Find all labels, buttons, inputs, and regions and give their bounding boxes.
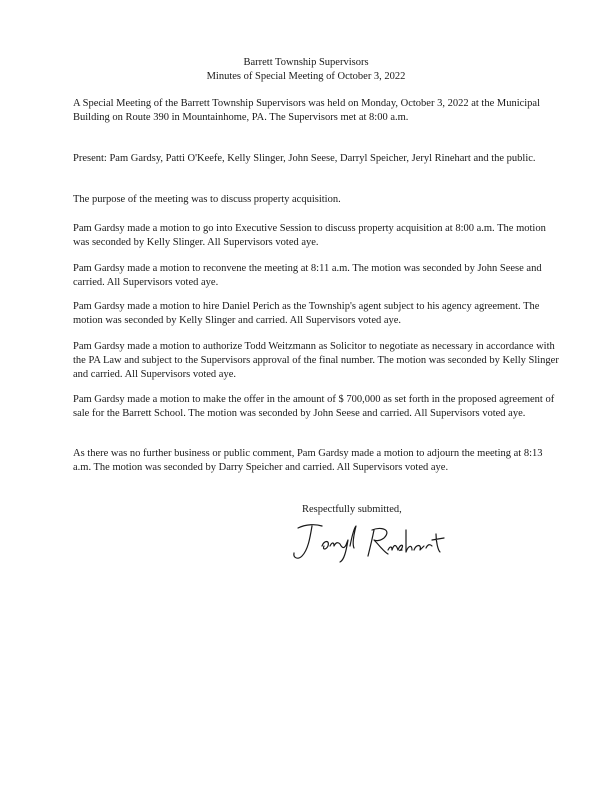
adjourn-motion: As there was no further business or public comment, Pam Gardsy made a motion to adjourn the meeting at 8:13 a.m. The motion was seconded by Darry Speicher and carried. All Supervisors voted aye. [73,448,543,473]
purpose-paragraph: The purpose of the meeting was to discuss property acquisition. [73,194,341,205]
hire-agent-motion: Pam Gardsy made a motion to hire Daniel Perich as the Township's agent subject to his agency agreement. The motion was seconded by Kelly Slinger and carried. All Supervisors voted aye. [73,301,540,326]
township-title: Barrett Township Supervisors [243,57,369,68]
offer-motion: Pam Gardsy made a motion to make the offer in the amount of $ 700,000 as set forth in the proposed agreement of sale for the Barrett School. The motion was seconded by John Seese and carried. All Supervisors voted aye. [73,394,555,419]
minutes-title: Minutes of Special Meeting of October 3, 2022 [206,71,406,82]
executive-session-motion: Pam Gardsy made a motion to go into Executive Session to discuss property acquisition at 8:00 a.m. The motion was seconded by Kelly Slinger. All Supervisors voted aye. [73,223,546,248]
solicitor-motion: Pam Gardsy made a motion to authorize Todd Weitzmann as Solicitor to negotiate as necessary in accordance with the PA Law and subject to the Supervisors approval of the final number. The motion was seconded by Kelly Slinger and carried. All Supervisors voted aye. [73,341,559,380]
document-header [0,56,612,84]
reconvene-motion: Pam Gardsy made a motion to reconvene the meeting at 8:11 a.m. The motion was seconded by John Seese and carried. All Supervisors voted aye. [73,263,542,288]
closing-text: Respectfully submitted, [302,504,402,515]
handwritten-signature [288,516,458,566]
meeting-intro-paragraph: A Special Meeting of the Barrett Township Supervisors was held on Monday, October 3, 2022 at the Municipal Building on Route 390 in Mountainhome, PA. The Supervisors met at 8:00 a.m. [73,98,541,123]
attendance-paragraph: Present: Pam Gardsy, Patti O'Keefe, Kelly Slinger, John Seese, Darryl Speicher, Jeryl Rinehart and the public. [73,153,536,164]
